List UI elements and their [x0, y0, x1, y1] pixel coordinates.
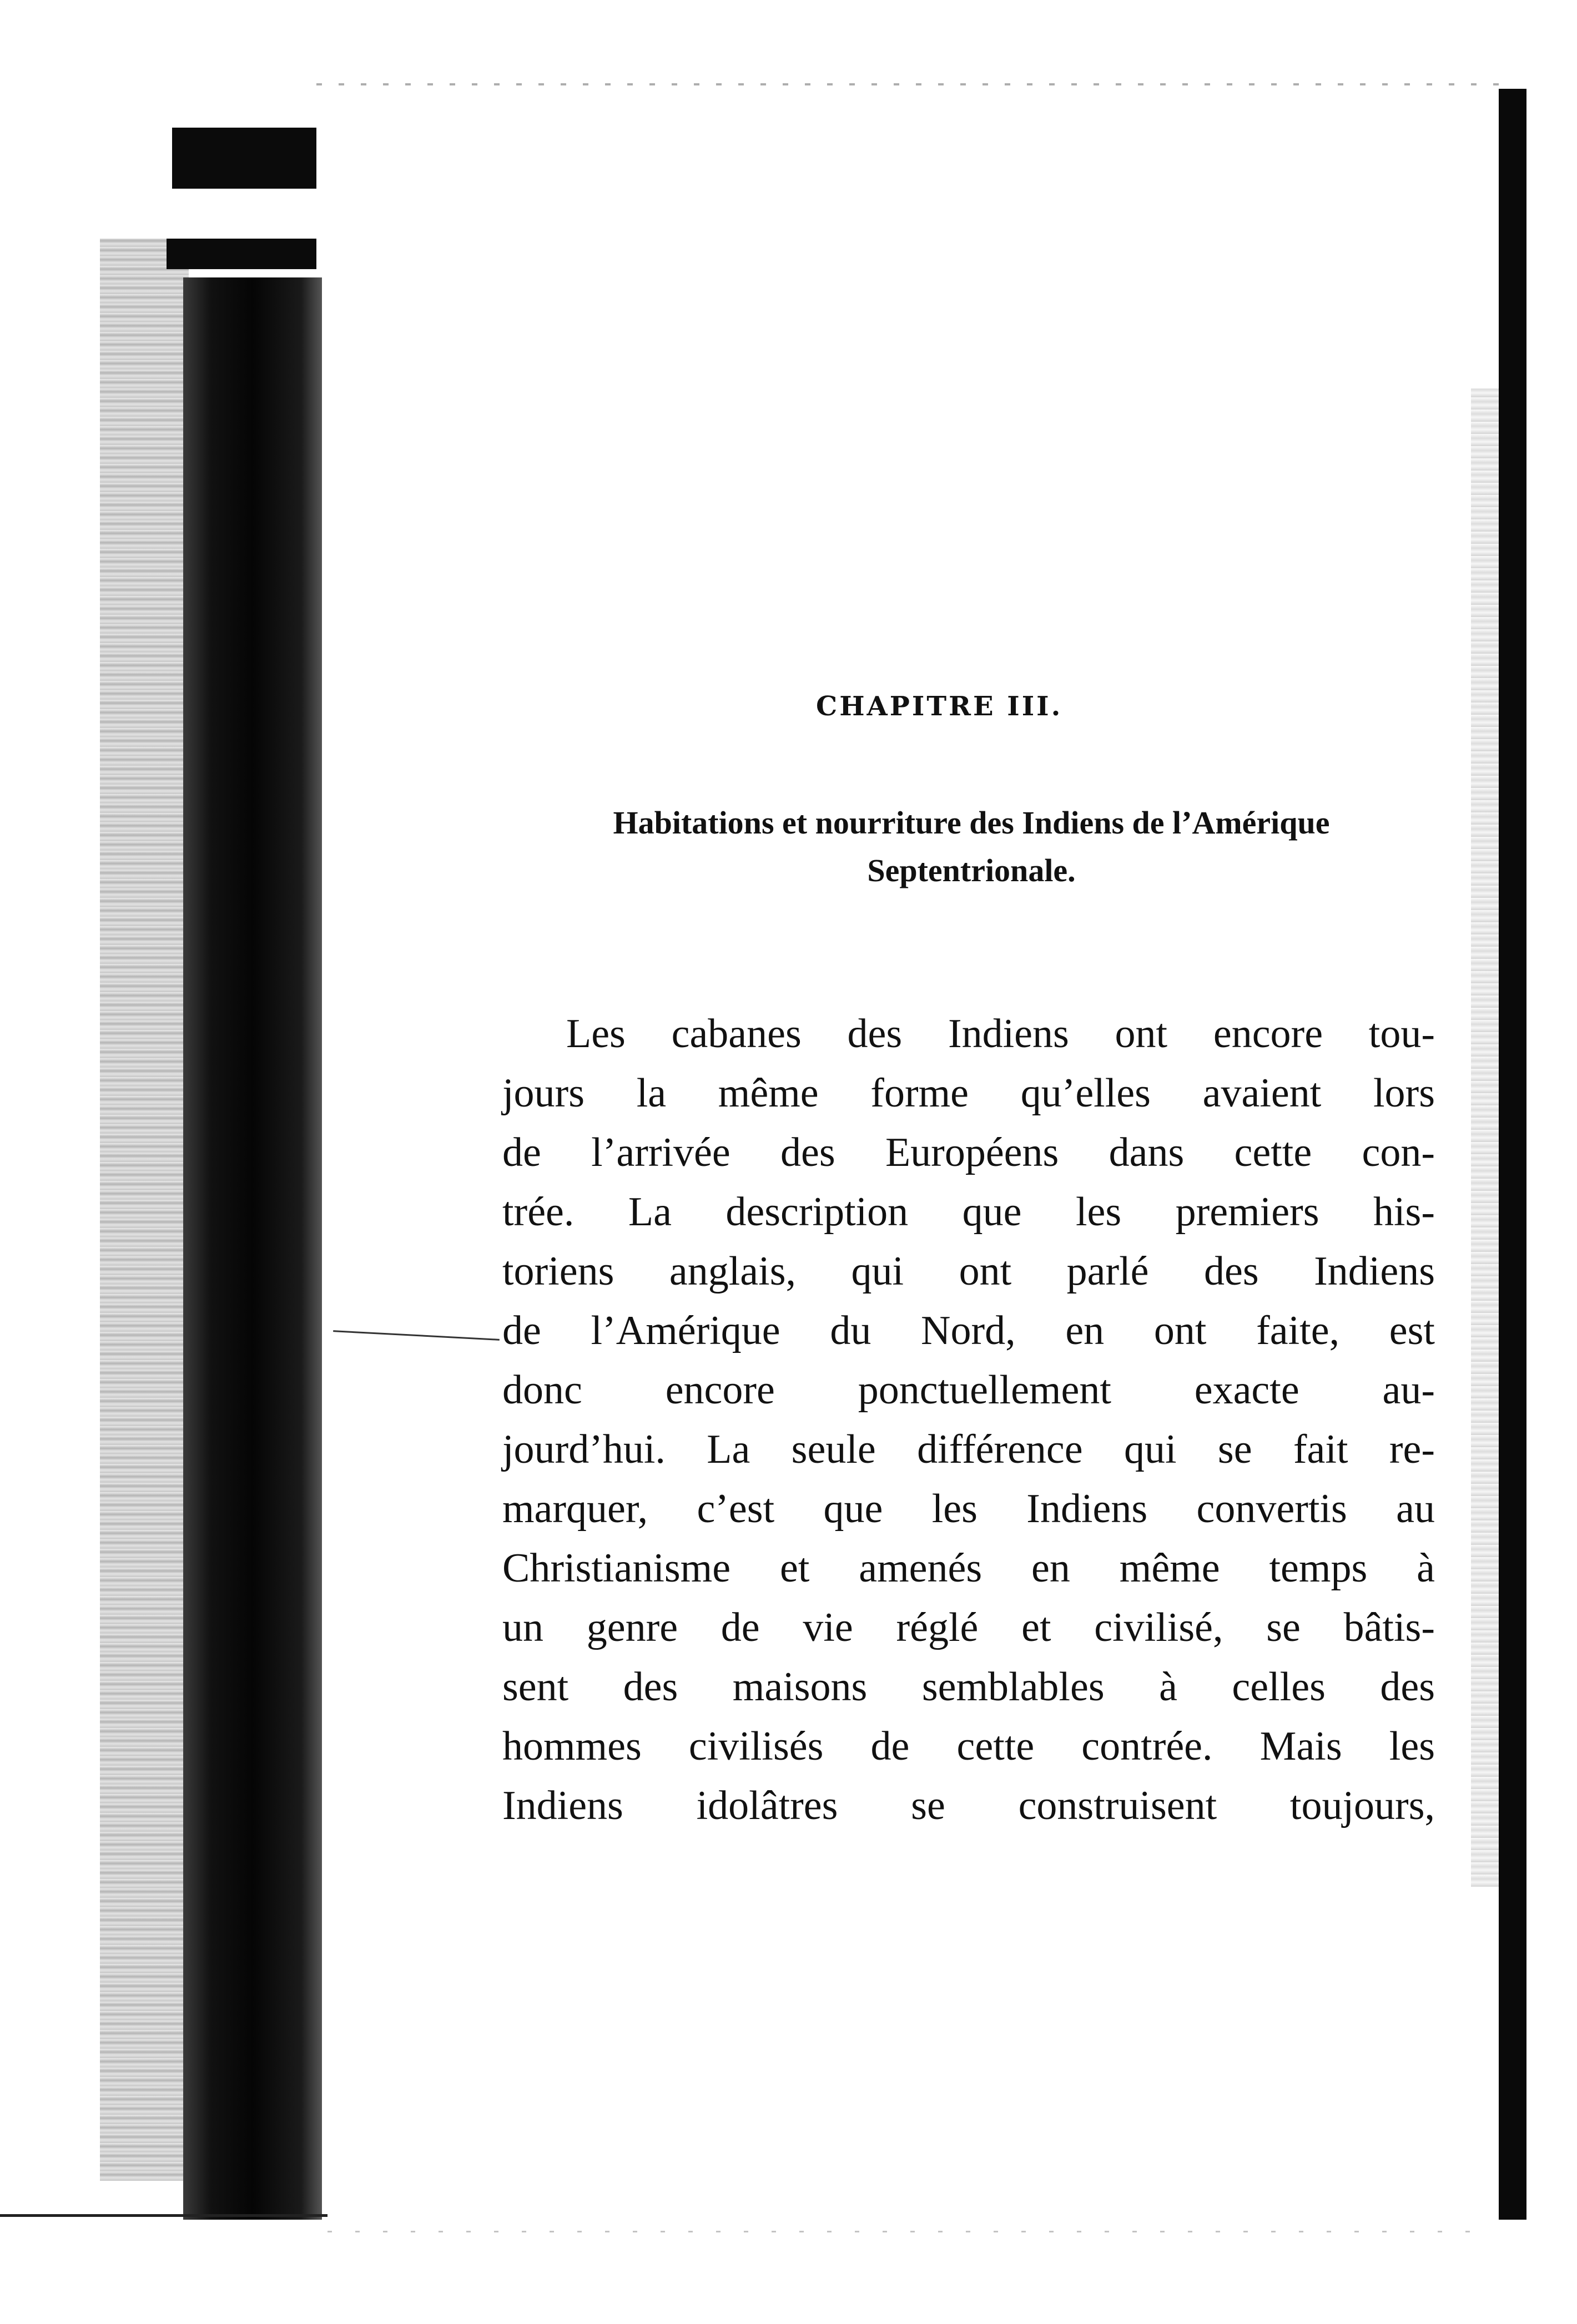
- text-line: donc encore ponctuellement exacte au-: [502, 1367, 1435, 1413]
- text-line: hommes civilisés de cette contrée. Mais les: [502, 1724, 1435, 1769]
- book-spine-shadow: [183, 277, 322, 2220]
- body-paragraph: [502, 1004, 1435, 1836]
- binding-thin-bar: [167, 239, 316, 269]
- text-line: marquer, c’est que les Indiens convertis au: [502, 1486, 1435, 1532]
- text-line: Indiens idolâtres se construisent toujours,: [502, 1783, 1435, 1828]
- right-edge-scan-noise: [1471, 388, 1499, 1887]
- text-line: jourd’hui. La seule différence qui se fait re-: [502, 1427, 1435, 1472]
- chapter-subtitle: [511, 799, 1432, 895]
- scanned-binding-gutter: [0, 0, 328, 2324]
- subtitle-line-2: Septentrionale.: [867, 852, 1076, 888]
- text-line: Les cabanes des Indiens ont encore tou-: [566, 1011, 1435, 1057]
- text-line: Christianisme et amenés en même temps à: [502, 1545, 1435, 1591]
- gutter-bottom-line: [0, 2214, 328, 2217]
- gutter-scan-noise: [100, 239, 189, 2181]
- page-top-edge: [316, 83, 1499, 85]
- page-bottom-edge: [328, 2231, 1493, 2232]
- text-line: jours la même forme qu’elles avaient lors: [502, 1070, 1435, 1116]
- text-line: trée. La description que les premiers his-: [502, 1189, 1435, 1235]
- text-line: de l’Amérique du Nord, en ont faite, est: [502, 1308, 1435, 1353]
- binding-black-bar: [172, 128, 316, 189]
- text-line: un genre de vie réglé et civilisé, se bâtis-: [502, 1605, 1435, 1650]
- text-line: de l’arrivée des Européens dans cette con-: [502, 1130, 1435, 1175]
- text-line: sent des maisons semblables à celles des: [502, 1664, 1435, 1710]
- margin-pen-stroke: [333, 1330, 500, 1341]
- right-edge-black-bar: [1499, 89, 1526, 2220]
- text-line: toriens anglais, qui ont parlé des Indiens: [502, 1249, 1435, 1294]
- chapter-heading: CHAPITRE III.: [816, 691, 1063, 722]
- subtitle-line-1: Habitations et nourriture des Indiens de l’Amérique: [613, 805, 1330, 841]
